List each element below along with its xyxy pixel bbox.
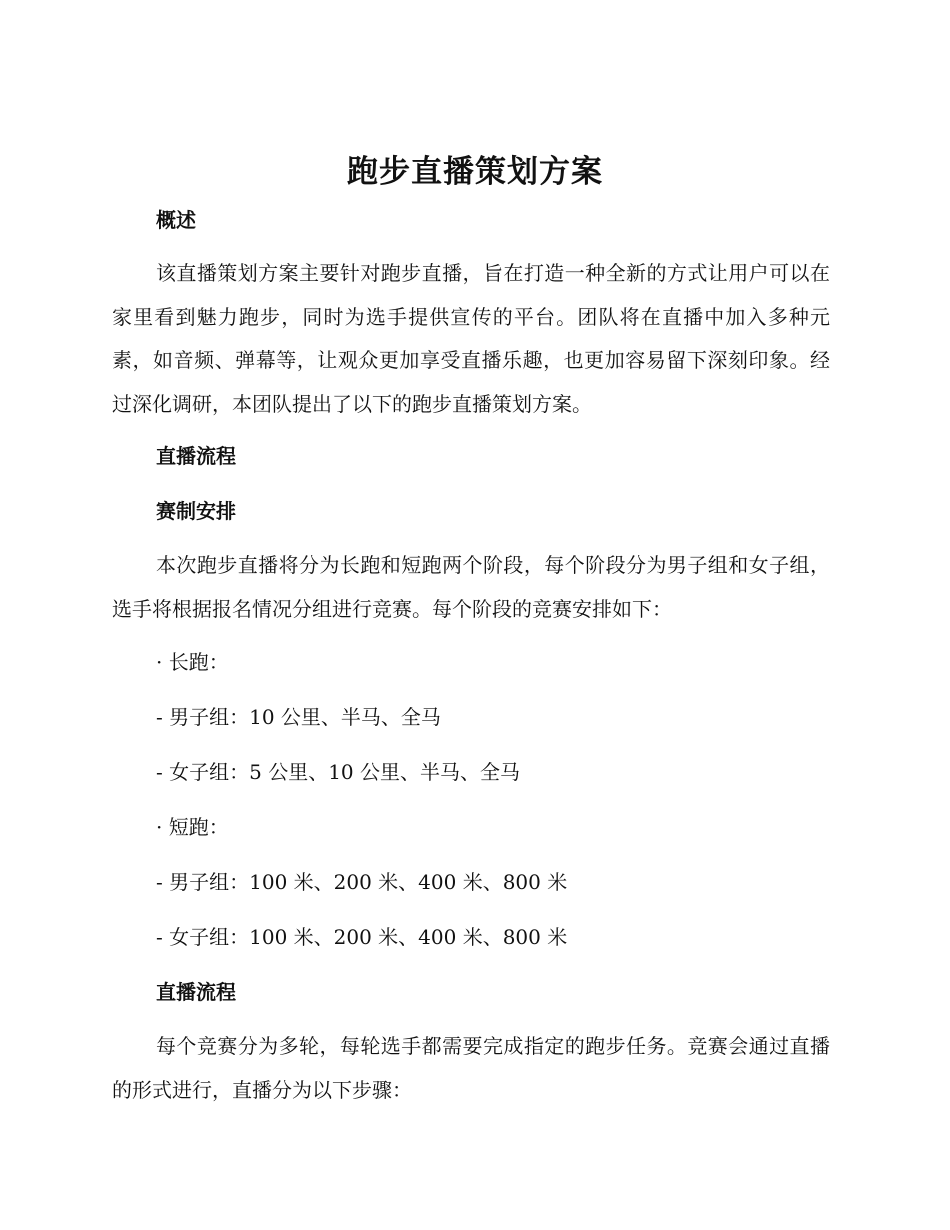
schedule-paragraph: 本次跑步直播将分为长跑和短跑两个阶段，每个阶段分为男子组和女子组，选手将根据报名情况分组进行竞赛。每个阶段的竞赛安排如下： (112, 553, 830, 621)
schedule-heading: 赛制安排 (156, 499, 236, 523)
list-item-sprint-women: - 女子组：100 米、200 米、400 米、800 米 (156, 925, 568, 949)
list-item-sprint: · 短跑： (156, 815, 229, 839)
list-item-long-run: · 长跑： (156, 650, 229, 674)
flow-heading: 直播流程 (156, 444, 236, 468)
list-item-long-run-men: - 男子组：10 公里、半马、全马 (156, 705, 441, 729)
list-item-sprint-men: - 男子组：100 米、200 米、400 米、800 米 (156, 870, 568, 894)
flow-heading-2: 直播流程 (156, 980, 236, 1004)
flow-paragraph: 每个竞赛分为多轮，每轮选手都需要完成指定的跑步任务。竞赛会通过直播的形式进行，直播分为以下步骤： (112, 1034, 830, 1102)
list-item-long-run-women: - 女子组：5 公里、10 公里、半马、全马 (156, 760, 521, 784)
overview-heading: 概述 (156, 208, 196, 232)
overview-paragraph: 该直播策划方案主要针对跑步直播，旨在打造一种全新的方式让用户可以在家里看到魅力跑步，同时为选手提供宣传的平台。团队将在直播中加入多种元素，如音频、弹幕等，让观众更加享受直播乐趣，也更加容易留下深刻印象。经过深化调研，本团队提出了以下的跑步直播策划方案。 (112, 261, 830, 416)
document-title: 跑步直播策划方案 (347, 154, 603, 190)
